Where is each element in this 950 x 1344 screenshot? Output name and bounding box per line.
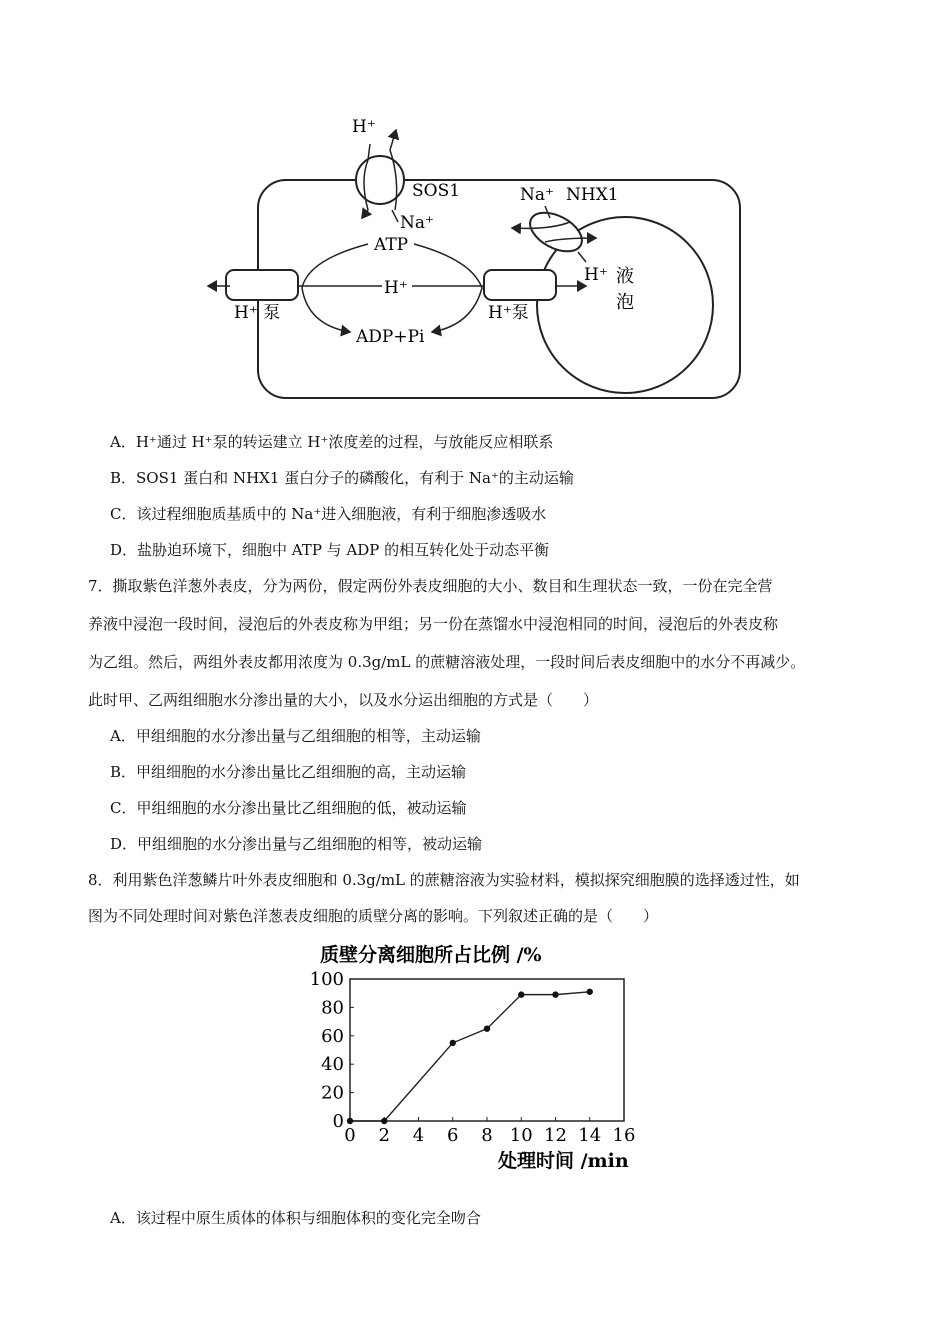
q7-stem-line-3: 为乙组。然后，两组外表皮都用浓度为 0.3g/mL 的蔗糖溶液处理，一段时间后表皮细胞中的水分不再减少。 <box>88 653 806 671</box>
q8-option-a: A．该过程中原生质体的体积与细胞体积的变化完全吻合 <box>110 1209 481 1227</box>
y-tick-label: 0 <box>332 1111 344 1132</box>
x-tick-label: 4 <box>412 1125 425 1146</box>
q7-stem-line-2: 养液中浸泡一段时间，浸泡后的外表皮称为甲组；另一份在蒸馏水中浸泡相同的时间，浸泡后的外表皮称 <box>88 615 779 633</box>
chart-title: 质壁分离细胞所占比例 /% <box>320 944 542 966</box>
x-tick-label: 2 <box>378 1125 390 1146</box>
y-tick-label: 20 <box>321 1082 344 1104</box>
data-point <box>484 1026 490 1032</box>
h-pump-right <box>484 270 556 300</box>
data-point <box>347 1118 353 1124</box>
x-tick-label: 10 <box>509 1125 533 1146</box>
label-pump-right: H⁺泵 <box>488 303 529 323</box>
q7-option-a: A．甲组细胞的水分渗出量与乙组细胞的相等，主动运输 <box>110 727 481 745</box>
plasmolysis-chart <box>290 935 660 1175</box>
x-tick-label: 6 <box>447 1125 459 1146</box>
y-tick-label: 60 <box>321 1025 344 1047</box>
data-point <box>587 989 593 995</box>
label-h-top: H⁺ <box>352 117 376 137</box>
q7-option-c: C．甲组细胞的水分渗出量比乙组细胞的低，被动运输 <box>110 799 467 817</box>
chart-plot-frame <box>350 979 624 1121</box>
series-line <box>350 992 590 1121</box>
data-point <box>518 991 524 997</box>
x-tick-label: 12 <box>544 1125 567 1146</box>
label-atp: ATP <box>374 235 409 255</box>
label-h-vacuole: H⁺ <box>584 265 608 285</box>
h-pump-left <box>226 270 298 300</box>
label-h-center: H⁺ <box>384 278 408 298</box>
q7-stem-line-1: 7．撕取紫色洋葱外表皮，分为两份，假定两份外表皮细胞的大小、数目和生理状态一致，一份在完全营 <box>88 577 773 595</box>
data-point <box>552 991 558 997</box>
label-vacuole-1: 液 <box>616 266 634 287</box>
cell-transport-diagram <box>200 110 760 410</box>
y-tick-label: 80 <box>321 997 344 1019</box>
q7-stem-line-4: 此时甲、乙两组细胞水分渗出量的大小，以及水分运出细胞的方式是（ ） <box>88 691 599 709</box>
label-adp: ADP+Pi <box>356 327 425 347</box>
x-tick-label: 8 <box>481 1125 493 1146</box>
q6-option-b: B．SOS1 蛋白和 NHX1 蛋白分子的磷酸化，有利于 Na⁺的主动运输 <box>110 469 574 487</box>
chart-xlabel: 处理时间 /min <box>498 1150 629 1172</box>
q6-option-d: D．盐胁迫环境下，细胞中 ATP 与 ADP 的相互转化处于动态平衡 <box>110 541 550 559</box>
label-nhx1: NHX1 <box>566 185 619 205</box>
y-tick-label: 40 <box>321 1054 344 1076</box>
label-na-bottom: Na⁺ <box>400 213 434 233</box>
label-vacuole-2: 泡 <box>616 292 634 313</box>
q6-option-a: A．H⁺通过 H⁺泵的转运建立 H⁺浓度差的过程，与放能反应相联系 <box>110 433 554 451</box>
x-tick-label: 0 <box>344 1125 356 1146</box>
data-point <box>450 1040 456 1046</box>
q7-option-d: D．甲组细胞的水分渗出量与乙组细胞的相等，被动运输 <box>110 835 483 853</box>
label-pump-left: H⁺ 泵 <box>234 303 281 323</box>
q8-stem-line-1: 8．利用紫色洋葱鳞片叶外表皮细胞和 0.3g/mL 的蔗糖溶液为实验材料，模拟探究细胞膜的选择透过性，如 <box>88 871 800 889</box>
x-tick-label: 14 <box>578 1125 602 1146</box>
label-sos1: SOS1 <box>412 181 461 201</box>
q7-option-b: B．甲组细胞的水分渗出量比乙组细胞的高，主动运输 <box>110 763 467 781</box>
q8-stem-line-2: 图为不同处理时间对紫色洋葱表皮细胞的质壁分离的影响。下列叙述正确的是（ ） <box>88 907 659 925</box>
y-tick-label: 100 <box>309 969 344 990</box>
data-point <box>381 1118 387 1124</box>
x-tick-label: 16 <box>612 1125 636 1146</box>
label-na-nhx: Na⁺ <box>520 185 554 205</box>
q6-option-c: C．该过程细胞质基质中的 Na⁺进入细胞液，有利于细胞渗透吸水 <box>110 505 547 523</box>
